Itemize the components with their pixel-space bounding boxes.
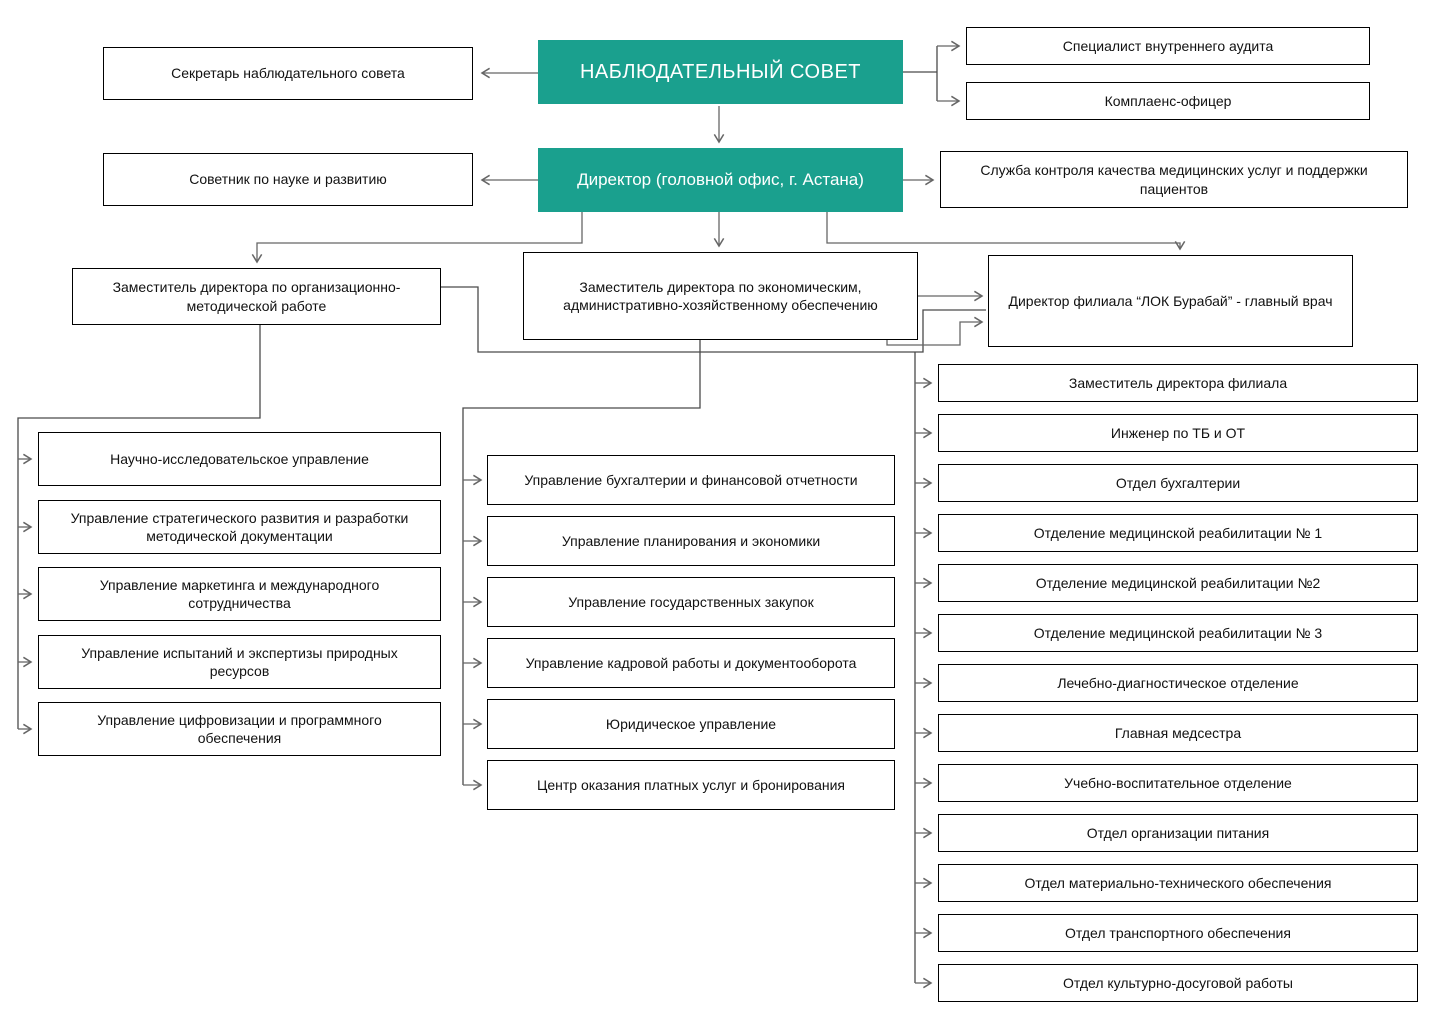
right-column-item: Отделение медицинской реабилитации № 3	[938, 614, 1418, 652]
node-director: Директор (головной офис, г. Астана)	[538, 148, 903, 212]
right-column-item: Заместитель директора филиала	[938, 364, 1418, 402]
middle-column-item: Центр оказания платных услуг и бронирования	[487, 760, 895, 810]
right-column-item: Отдел материально-технического обеспечения	[938, 864, 1418, 902]
right-column-item: Отделение медицинской реабилитации № 1	[938, 514, 1418, 552]
middle-column-item: Управление планирования и экономики	[487, 516, 895, 566]
right-column-item: Учебно-воспитательное отделение	[938, 764, 1418, 802]
right-column-item: Отдел культурно-досуговой работы	[938, 964, 1418, 1002]
node-compliance-officer: Комплаенс-офицер	[966, 82, 1370, 120]
left-column-item: Управление стратегического развития и разработки методической документации	[38, 500, 441, 554]
node-deputy-org: Заместитель директора по организационно-методической работе	[72, 268, 441, 325]
middle-column-item: Управление бухгалтерии и финансовой отчетности	[487, 455, 895, 505]
left-column-item: Управление цифровизации и программного обеспечения	[38, 702, 441, 756]
right-column-item: Отдел транспортного обеспечения	[938, 914, 1418, 952]
left-column-item: Управление маркетинга и международного сотрудничества	[38, 567, 441, 621]
right-column-item: Отделение медицинской реабилитации №2	[938, 564, 1418, 602]
left-column-item: Научно-исследовательское управление	[38, 432, 441, 486]
right-column-item: Отдел организации питания	[938, 814, 1418, 852]
right-column-item: Лечебно-диагностическое отделение	[938, 664, 1418, 702]
right-column-item: Инженер по ТБ и ОТ	[938, 414, 1418, 452]
middle-column-item: Управление кадровой работы и документооборота	[487, 638, 895, 688]
node-quality-service: Служба контроля качества медицинских услуг и поддержки пациентов	[940, 151, 1408, 208]
right-column-item: Главная медсестра	[938, 714, 1418, 752]
right-column-item: Отдел бухгалтерии	[938, 464, 1418, 502]
node-deputy-econ: Заместитель директора по экономическим, административно-хозяйственному обеспечению	[523, 252, 918, 340]
node-secretary: Секретарь наблюдательного совета	[103, 47, 473, 100]
middle-column-item: Управление государственных закупок	[487, 577, 895, 627]
node-supervisory-board: НАБЛЮДАТЕЛЬНЫЙ СОВЕТ	[538, 40, 903, 104]
middle-column-item: Юридическое управление	[487, 699, 895, 749]
left-column-item: Управление испытаний и экспертизы природных ресурсов	[38, 635, 441, 689]
node-internal-audit: Специалист внутреннего аудита	[966, 27, 1370, 65]
node-branch-director: Директор филиала “ЛОК Бурабай” - главный врач	[988, 255, 1353, 347]
node-science-advisor: Советник по науке и развитию	[103, 153, 473, 206]
